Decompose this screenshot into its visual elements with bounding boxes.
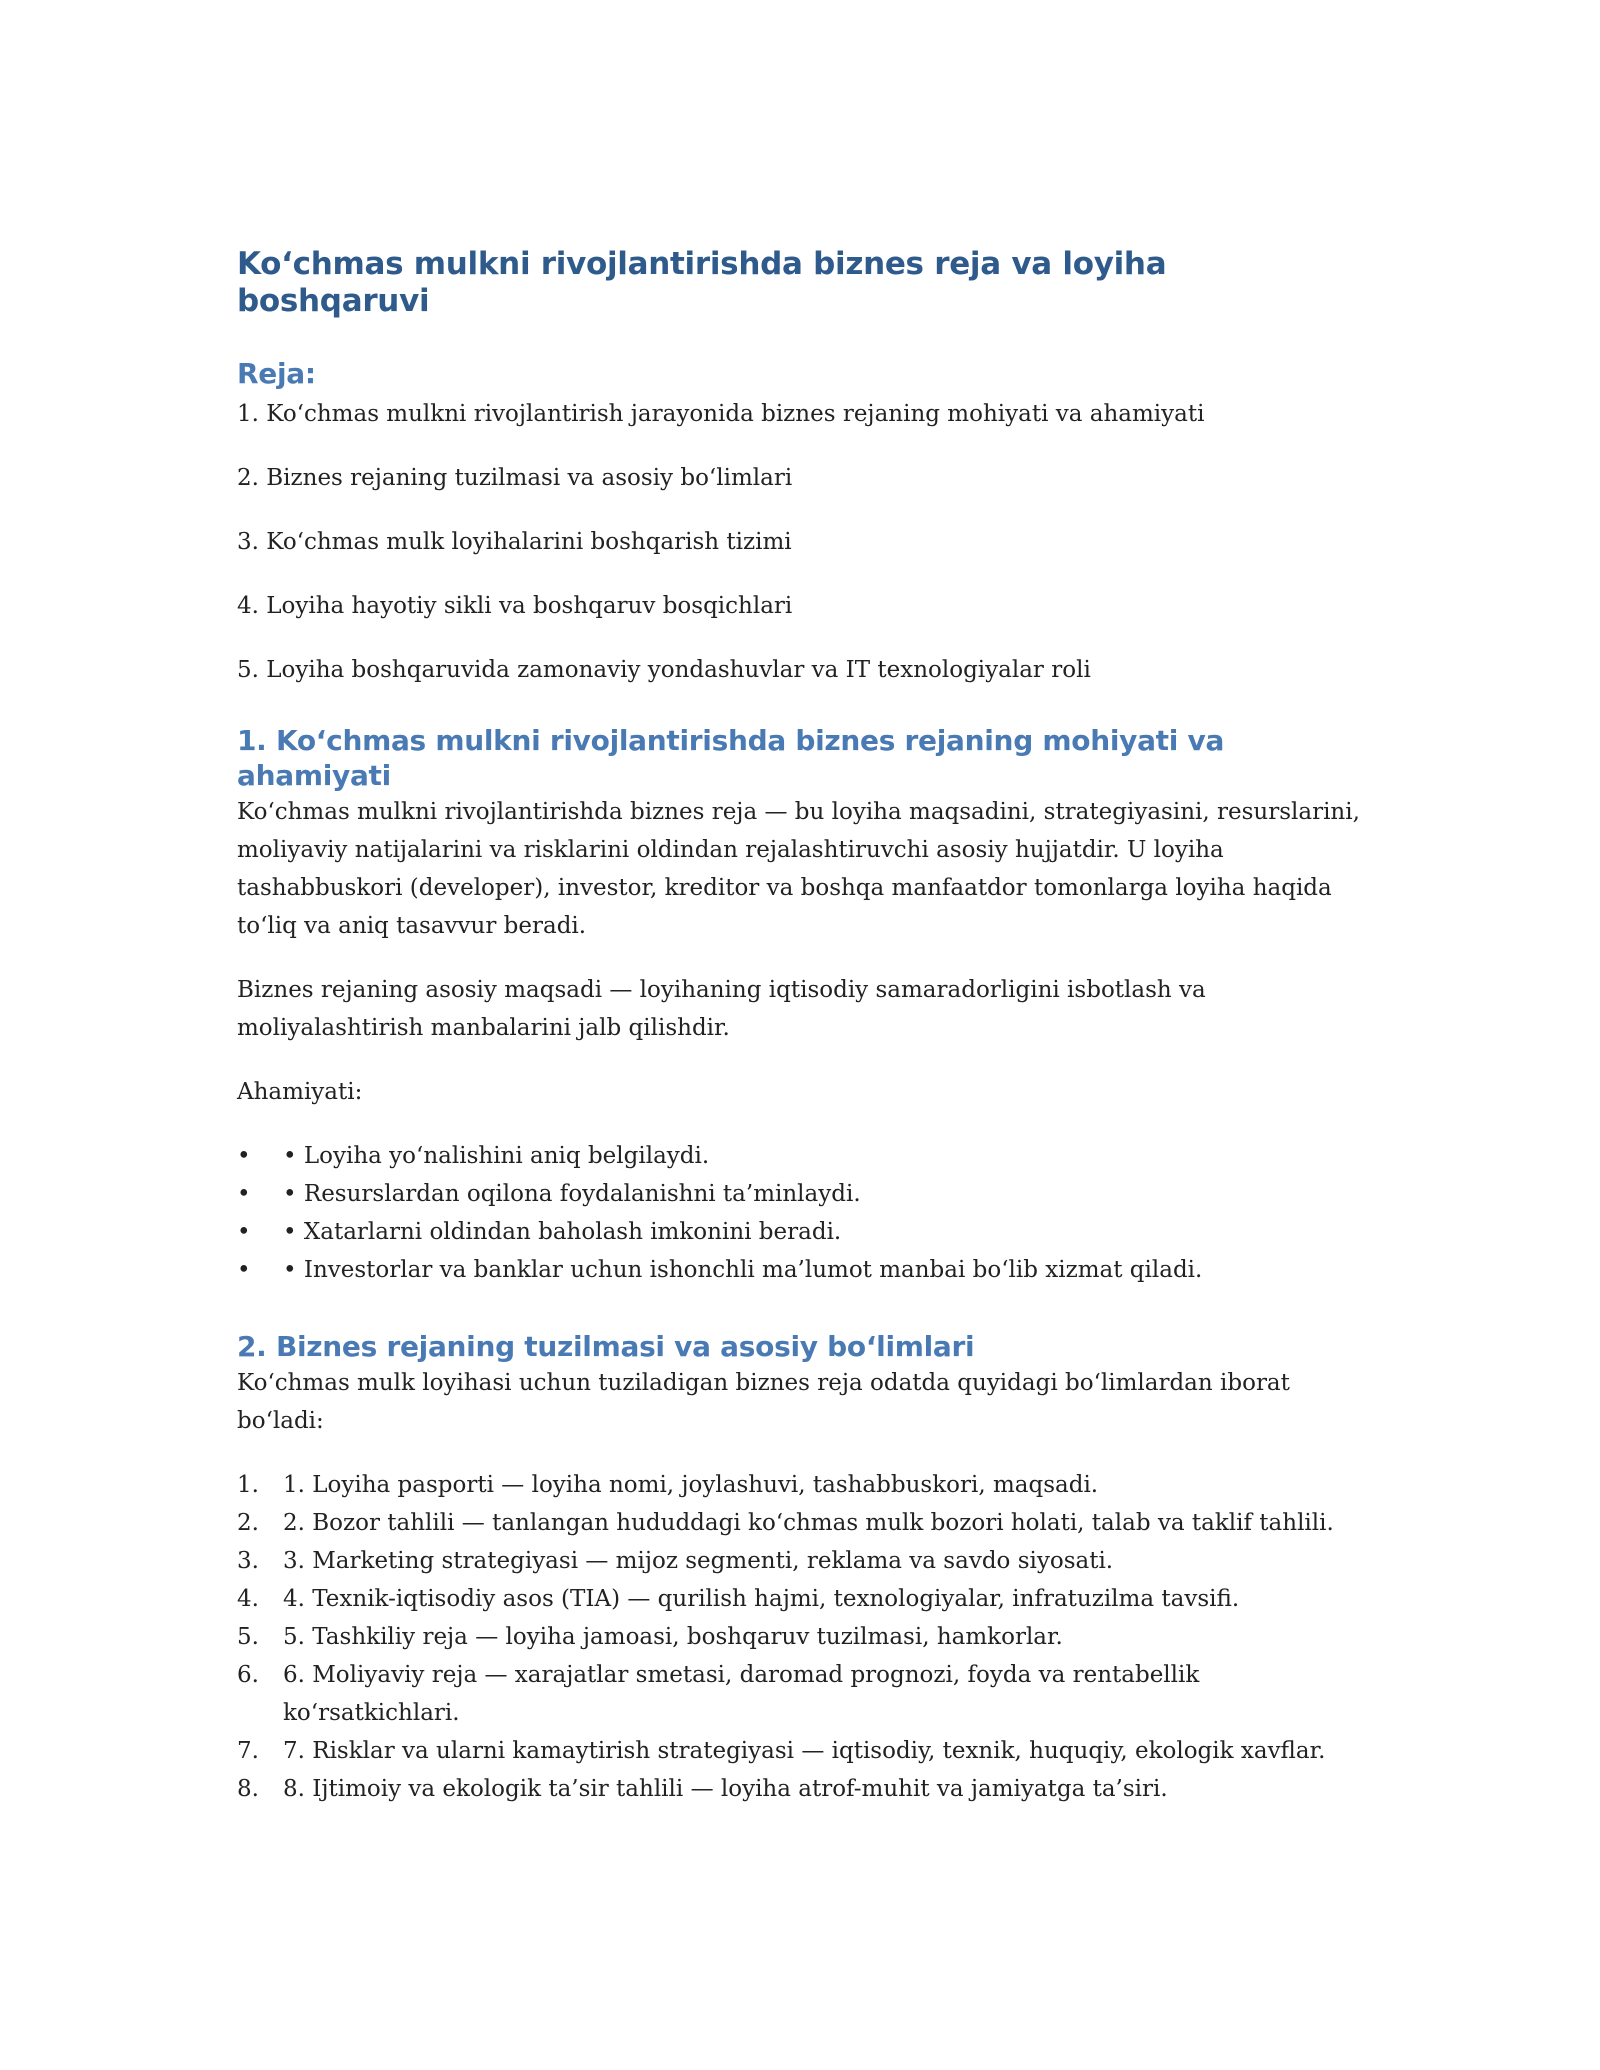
section1-paragraph: Biznes rejaning asosiy maqsadi — loyihaning iqtisodiy samaradorligini isbotlash va moliyalashtirish manbalarini jalb qilishdir. [237,977,1206,1042]
list-item [237,1732,1367,1770]
list-item-text: 7. Risklar va ularni kamaytirish strategiyasi — iqtisodiy, texnik, huquqiy, ekologik xavflar. [283,1738,1326,1765]
section1-heading: 1. Ko‘chmas mulkni rivojlantirishda biznes rejaning mohiyati va ahamiyati [237,724,1225,793]
list-number: 2. [237,1510,259,1537]
list-item [237,1251,1367,1289]
list-number: 5. [237,1624,259,1651]
list-item-text: 4. Texnik-iqtisodiy asos (TIA) — qurilish hajmi, texnologiyalar, infratuzilma tavsifi. [283,1586,1240,1613]
plan-item: 2. Biznes rejaning tuzilmasi va asosiy bo‘limlari [237,465,793,492]
list-number: 3. [237,1548,259,1575]
list-number: 8. [237,1776,259,1803]
list-number: 1. [237,1472,259,1499]
list-item-text: 3. Marketing strategiyasi — mijoz segmenti, reklama va savdo siyosati. [283,1548,1114,1575]
bullet-icon: • [237,1181,251,1208]
plan-item: 5. Loyiha boshqaruvida zamonaviy yondashuvlar va IT texnologiyalar roli [237,657,1091,684]
plan-item: 1. Ko‘chmas mulkni rivojlantirish jarayonida biznes rejaning mohiyati va ahamiyati [237,401,1205,428]
list-item [237,1542,1367,1580]
document-page [237,246,1367,1848]
list-number: 7. [237,1738,259,1765]
list-item-text: 8. Ijtimoiy va ekologik ta’sir tahlili — loyiha atrof-muhit va jamiyatga ta’siri. [283,1776,1168,1803]
bullet-text: • Loyiha yo‘nalishini aniq belgilaydi. [283,1143,710,1170]
section1-importance-label: Ahamiyati: [237,1079,363,1106]
plan-heading: Reja: [237,357,316,391]
list-item-text: 6. Moliyaviy reja — xarajatlar smetasi, daromad prognozi, foyda va rentabellik ko‘rsatkichlari. [283,1662,1200,1727]
section2-heading: 2. Biznes rejaning tuzilmasi va asosiy bo‘limlari [237,1330,975,1364]
list-item [237,1656,1367,1732]
structure-numbered-list [237,1466,1367,1808]
list-item [237,1770,1367,1808]
bullet-text: • Xatarlarni oldindan baholash imkonini beradi. [283,1219,842,1246]
list-item [237,1466,1367,1504]
plan-item: 4. Loyiha hayotiy sikli va boshqaruv bosqichlari [237,593,793,620]
list-item [237,1580,1367,1618]
importance-bullet-list [237,1137,1367,1289]
list-item-text: 1. Loyiha pasporti — loyiha nomi, joylashuvi, tashabbuskori, maqsadi. [283,1472,1099,1499]
list-number: 6. [237,1662,259,1689]
plan-list [237,395,1367,689]
list-item [237,1213,1367,1251]
list-item [237,1504,1367,1542]
list-item-text: 2. Bozor tahlili — tanlangan hududdagi ko‘chmas mulk bozori holati, talab va taklif tahlili. [283,1510,1334,1537]
list-item [237,1137,1367,1175]
list-item [237,1618,1367,1656]
bullet-text: • Resurslardan oqilona foydalanishni ta’minlaydi. [283,1181,861,1208]
document-title: Ko‘chmas mulkni rivojlantirishda biznes reja va loyiha boshqaruvi [237,246,1167,320]
list-number: 4. [237,1586,259,1613]
list-item-text: 5. Tashkiliy reja — loyiha jamoasi, boshqaruv tuzilmasi, hamkorlar. [283,1624,1063,1651]
bullet-icon: • [237,1143,251,1170]
plan-item: 3. Ko‘chmas mulk loyihalarini boshqarish tizimi [237,529,792,556]
bullet-icon: • [237,1219,251,1246]
section1-paragraph: Ko‘chmas mulkni rivojlantirishda biznes reja — bu loyiha maqsadini, strategiyasini, resurslarini, moliyaviy natijalarini va risklarini oldindan rejalashtiruvchi asosiy hujjatdir. U loyiha tashabbuskori (developer), investor, kreditor va boshqa manfaatdor tomonlarga loyiha haqida to‘liq va aniq tasavvur beradi. [237,799,1360,940]
section2-intro: Ko‘chmas mulk loyihasi uchun tuziladigan biznes reja odatda quyidagi bo‘limlardan iborat bo‘ladi: [237,1370,1290,1435]
bullet-icon: • [237,1257,251,1284]
list-item [237,1175,1367,1213]
bullet-text: • Investorlar va banklar uchun ishonchli ma’lumot manbai bo‘lib xizmat qiladi. [283,1257,1203,1284]
